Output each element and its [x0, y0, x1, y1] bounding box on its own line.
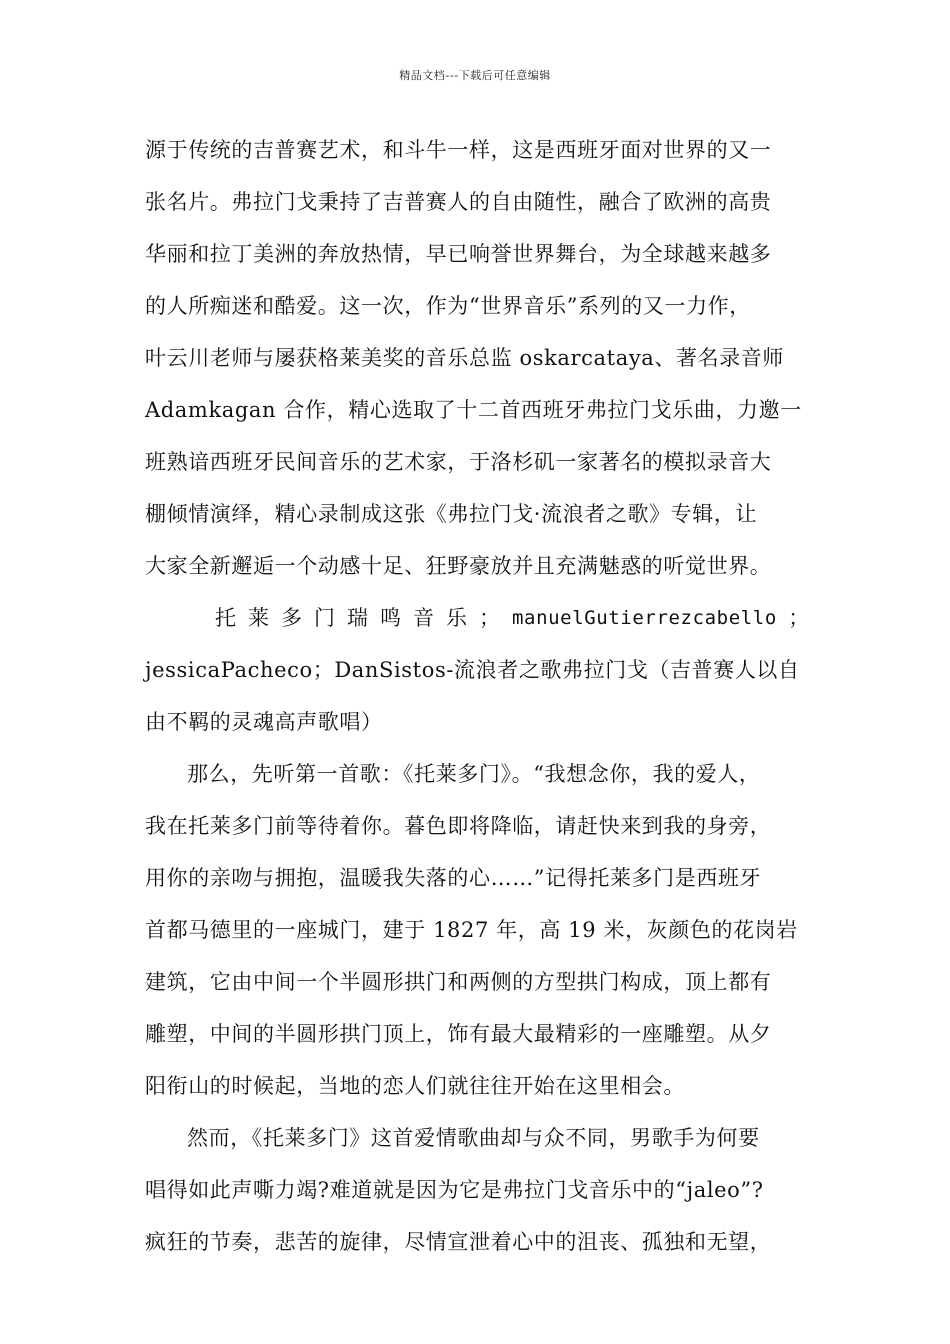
word: ； — [788, 606, 810, 630]
word: 托 — [215, 606, 237, 630]
text-line: 棚倾情演绎，精心录制成这张《弗拉门戈·流浪者之歌》专辑，让 — [145, 502, 758, 526]
text-line: 首都马德里的一座城门，建于 1827 年，高 19 米，灰颜色的花岗岩 — [145, 918, 798, 942]
word: 音 — [413, 606, 435, 630]
word: manuelGutierrezcabello — [512, 607, 777, 629]
text-line: 华丽和拉丁美洲的奔放热情，早已响誉世界舞台，为全球越来越多 — [145, 242, 772, 266]
word: 鸣 — [380, 606, 402, 630]
paragraph-3 — [145, 748, 810, 1112]
document-body — [145, 124, 810, 1268]
text-line: 我在托莱多门前等待着你。暮色即将降临，请赶快来到我的身旁， — [145, 814, 772, 838]
text-line: 唱得如此声嘶力竭?难道就是因为它是弗拉门戈音乐中的“jaleo”? — [145, 1178, 764, 1202]
word: 莱 — [248, 606, 270, 630]
text-line: 疯狂的节奏，悲苦的旋律，尽情宣泄着心中的沮丧、孤独和无望， — [145, 1230, 772, 1254]
word: ； — [479, 606, 501, 630]
page-header: 精品文档---下载后可任意编辑 — [399, 69, 551, 82]
text-line: 张名片。弗拉门戈秉持了吉普赛人的自由随性，融合了欧洲的高贵 — [145, 190, 772, 214]
text-line: 大家全新邂逅一个动感十足、狂野豪放并且充满魅惑的听觉世界。 — [145, 554, 772, 578]
paragraph-4 — [145, 1112, 810, 1268]
text-line: 由不羁的灵魂高声歌唱） — [145, 710, 383, 734]
paragraph-1 — [145, 124, 810, 592]
text-line: 源于传统的吉普赛艺术，和斗牛一样，这是西班牙面对世界的又一 — [145, 138, 772, 162]
text-line: 雕塑，中间的半圆形拱门顶上，饰有最大最精彩的一座雕塑。从夕 — [145, 1022, 772, 1046]
word: 门 — [314, 606, 336, 630]
text-line: 建筑，它由中间一个半圆形拱门和两侧的方型拱门构成，顶上都有 — [145, 970, 772, 994]
text-line: 的人所痴迷和酷爱。这一次，作为“世界音乐”系列的又一力作， — [145, 294, 751, 318]
word: 瑞 — [347, 606, 369, 630]
text-line: 叶云川老师与屡获格莱美奖的音乐总监 oskarcataya、著名录音师 — [145, 346, 785, 370]
text-line: 阳衔山的时候起，当地的恋人们就往往开始在这里相会。 — [145, 1074, 685, 1098]
text-line: 那么，先听第一首歌：《托莱多门》。“我想念你，我的爱人， — [187, 762, 761, 786]
text-line: Adamkagan 合作，精心选取了十二首西班牙弗拉门戈乐曲，力邀一 — [145, 398, 802, 422]
justified-line — [145, 592, 810, 644]
text-line: 用你的亲吻与拥抱，温暖我失落的心……”记得托莱多门是西班牙 — [145, 866, 762, 890]
text-line: 然而，《托莱多门》这首爱情歌曲却与众不同，男歌手为何要 — [187, 1126, 760, 1150]
text-line: 班熟谙西班牙民间音乐的艺术家，于洛杉矶一家著名的模拟录音大 — [145, 450, 772, 474]
text-line: jessicaPacheco；DanSistos-流浪者之歌弗拉门戈（吉普赛人以自 — [145, 658, 800, 682]
paragraph-2 — [145, 592, 810, 748]
word: 多 — [281, 606, 303, 630]
word: 乐 — [446, 606, 468, 630]
